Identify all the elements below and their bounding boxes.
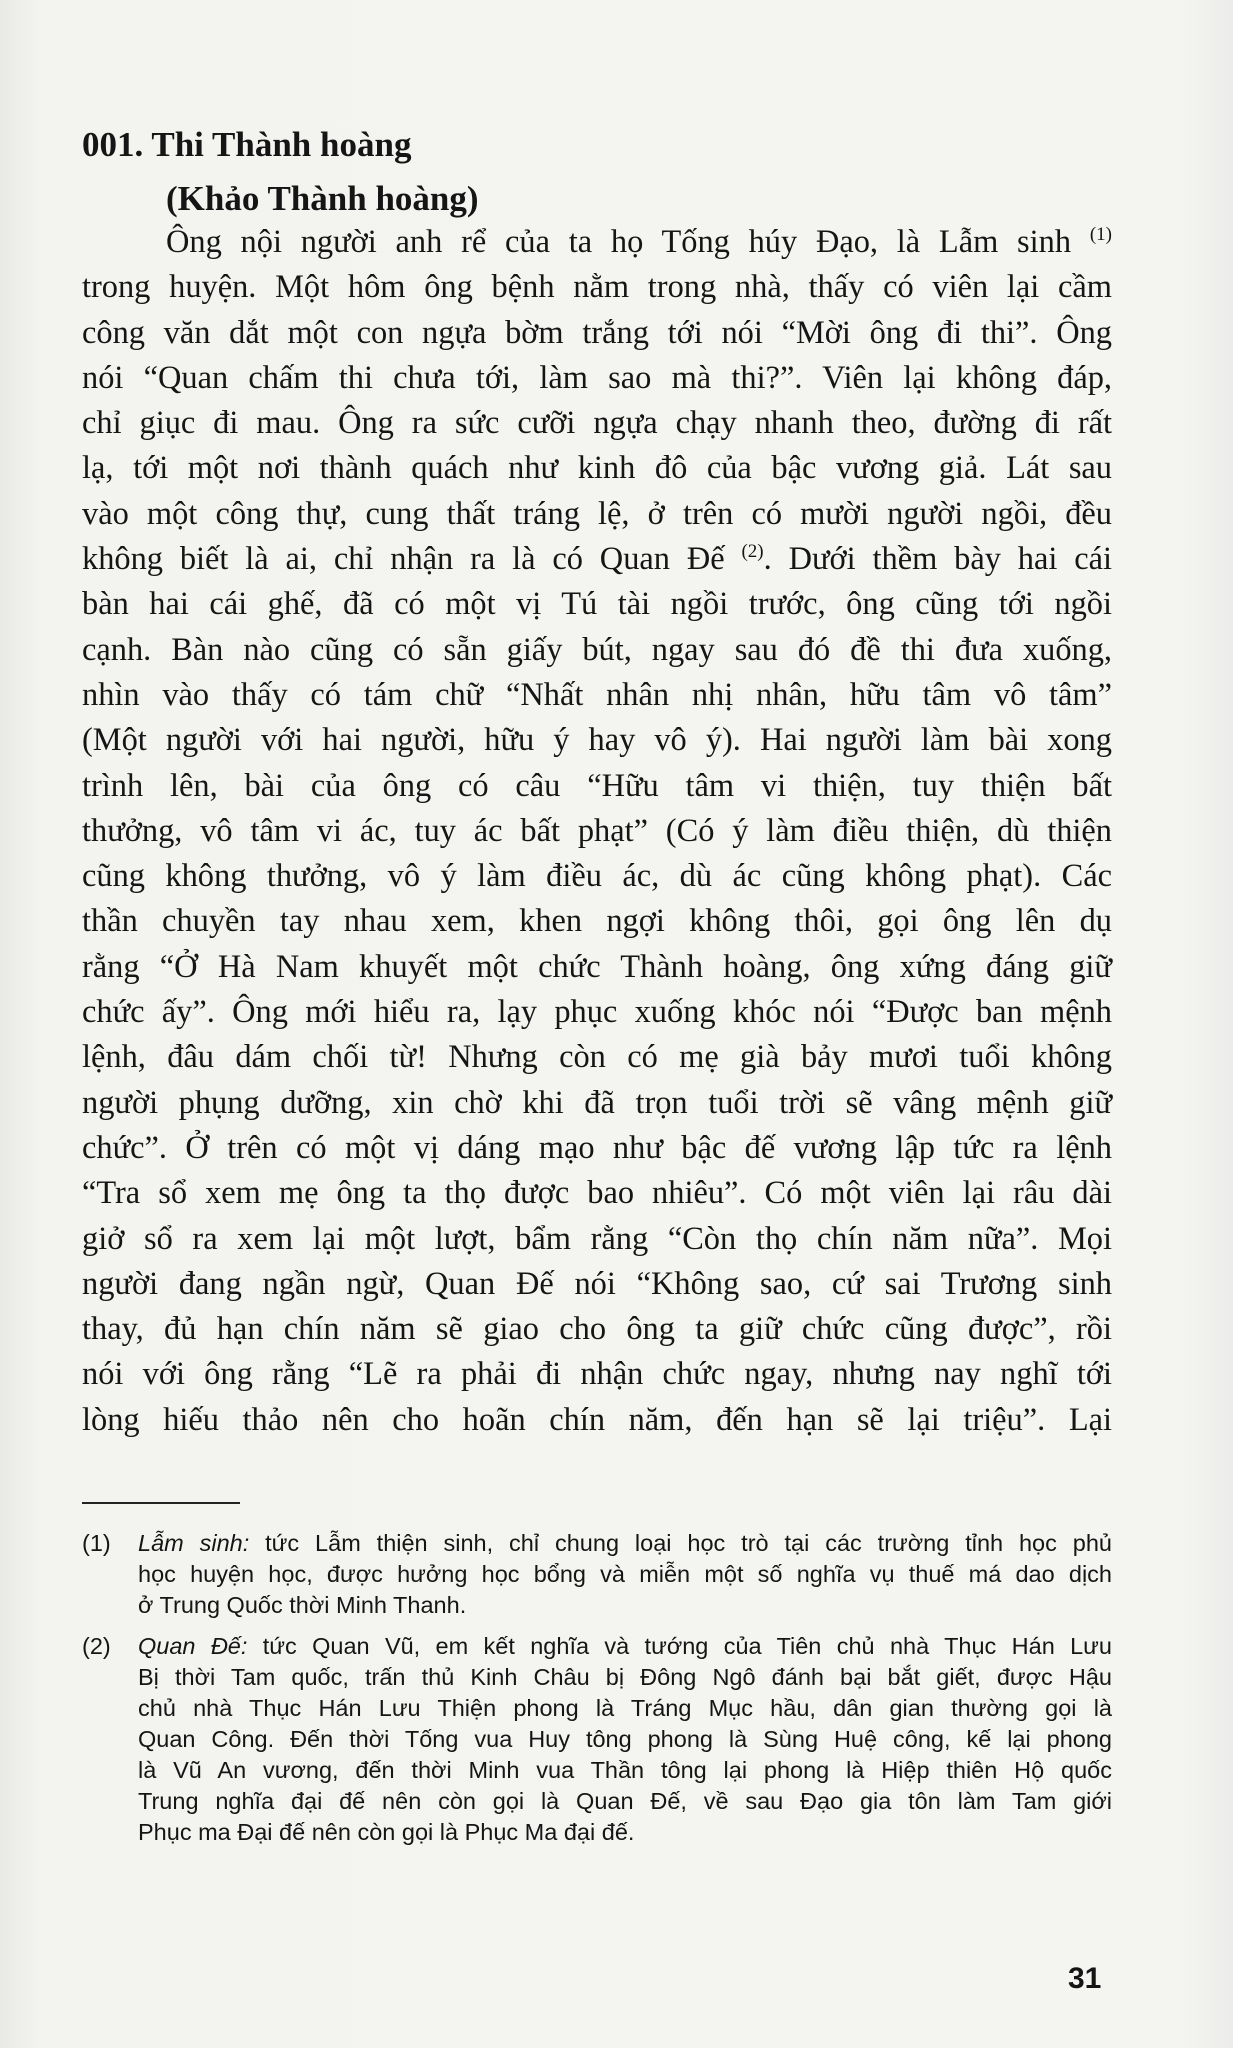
body-line: thay, đủ hạn chín năm sẽ giao cho ông ta giữ chức cũng được”, rồi (82, 1311, 1112, 1348)
footnote-line: là Vũ An vương, đến thời Minh vua Thần tông lại phong là Hiệp thiên Hộ quốc (138, 1757, 1112, 1783)
body-line: bàn hai cái ghế, đã có một vị Tú tài ngồi trước, ông cũng tới ngồi (82, 586, 1112, 623)
footnote-line: ở Trung Quốc thời Minh Thanh. (138, 1592, 467, 1618)
footnote-1 (82, 1528, 1112, 1621)
body-line: “Tra sổ xem mẹ ông ta thọ được bao nhiêu”. Có một viên lại râu dài (82, 1175, 1112, 1212)
body-line: trình lên, bài của ông có câu “Hữu tâm vi thiện, tuy thiện bất (82, 767, 1112, 804)
body-line: vào một công thự, cung thất tráng lệ, ở trên có mười người ngồi, đều (82, 495, 1112, 532)
body-line: lạ, tới một nơi thành quách như kinh đô của bậc vương giả. Lát sau (82, 450, 1112, 487)
body-line: giở sổ ra xem lại một lượt, bẩm rằng “Còn thọ chín năm nữa”. Mọi (82, 1220, 1112, 1257)
story-title: 001. Thi Thành hoàng (82, 125, 412, 164)
footnote-line: Lẫm sinh: tức Lẫm thiện sinh, chỉ chung loại học trò tại các trường tỉnh học phủ (138, 1530, 1112, 1556)
body-line: cũng không thưởng, vô ý làm điều ác, dù ác cũng không phạt). Các (82, 858, 1112, 895)
footnote-line: Quan Đế: tức Quan Vũ, em kết nghĩa và tướng của Tiên chủ nhà Thục Hán Lưu (138, 1633, 1112, 1659)
footnote-2 (82, 1631, 1112, 1848)
footnote-term: Quan Đế: (138, 1633, 248, 1659)
body-line: không biết là ai, chỉ nhận ra là có Quan Đế $^{(2)}$. Dưới thềm bày hai cái (82, 541, 1112, 578)
body-line: (Một người với hai người, hữu ý hay vô ý). Hai người làm bài xong (82, 722, 1112, 759)
story-body (82, 220, 1112, 1443)
body-line: chức”. Ở trên có một vị dáng mạo như bậc đế vương lập tức ra lệnh (82, 1129, 1112, 1166)
body-line: thần chuyền tay nhau xem, khen ngợi không thôi, gọi ông lên dụ (82, 903, 1112, 940)
body-line: chức ấy”. Ông mới hiểu ra, lạy phục xuống khóc nói “Được ban mệnh (82, 994, 1112, 1031)
body-line: trong huyện. Một hôm ông bệnh nằm trong nhà, thấy có viên lại cầm (82, 269, 1112, 306)
body-line: nhìn vào thấy có tám chữ “Nhất nhân nhị nhân, hữu tâm vô tâm” (82, 676, 1112, 713)
body-line: thưởng, vô tâm vi ác, tuy ác bất phạt” (Có ý làm điều thiện, dù thiện (82, 812, 1112, 849)
footnote-number: (1) (82, 1530, 111, 1556)
story-heading (82, 118, 479, 226)
body-line: lệnh, đâu dám chối từ! Nhưng còn có mẹ già bảy mươi tuổi không (82, 1039, 1112, 1076)
footnote-line: học huyện học, được hưởng học bổng và miễn một số nghĩa vụ thuế má dao dịch (138, 1561, 1112, 1587)
body-line: chỉ giục đi mau. Ông ra sức cưỡi ngựa chạy nhanh theo, đường đi rất (82, 405, 1112, 442)
footnote-ref-1: (1) (1089, 224, 1112, 246)
footnote-ref-2: (2) (741, 541, 764, 563)
body-line: nói “Quan chấm thi chưa tới, làm sao mà thi?”. Viên lại không đáp, (82, 359, 1112, 396)
page-number: 31 (1068, 1962, 1102, 1995)
footnote-line: Trung nghĩa đại đế nên còn gọi là Quan Đế, về sau Đạo gia tôn làm Tam giới (138, 1788, 1112, 1814)
body-line: công văn dắt một con ngựa bờm trắng tới nói “Mời ông đi thi”. Ông (82, 314, 1112, 351)
body-line: người phụng dưỡng, xin chờ khi đã trọn tuổi trời sẽ vâng mệnh giữ (82, 1084, 1112, 1121)
body-line: rằng “Ở Hà Nam khuyết một chức Thành hoàng, ông xứng đáng giữ (82, 948, 1112, 985)
footnotes (82, 1528, 1112, 1858)
body-line: người đang ngần ngừ, Quan Đế nói “Không sao, cứ sai Trương sinh (82, 1265, 1112, 1302)
footnote-line: chủ nhà Thục Hán Lưu Thiện phong là Tráng Mục hầu, dân gian thường gọi là (138, 1695, 1112, 1721)
story-subtitle: (Khảo Thành hoàng) (166, 179, 479, 218)
body-line: lòng hiếu thảo nên cho hoãn chín năm, đến hạn sẽ lại triệu”. Lại (82, 1401, 1112, 1438)
footnote-divider (82, 1502, 240, 1504)
footnote-line: Bị thời Tam quốc, trấn thủ Kinh Châu bị Đông Ngô đánh bại bắt giết, được Hậu (138, 1664, 1112, 1690)
body-line: Ông nội người anh rể của ta họ Tống húy Đạo, là Lẫm sinh $^{(1)}$ (166, 224, 1112, 260)
body-line: nói với ông rằng “Lẽ ra phải đi nhận chức ngay, nhưng nay nghĩ tới (82, 1356, 1112, 1393)
footnote-number: (2) (82, 1633, 111, 1659)
body-line: cạnh. Bàn nào cũng có sẵn giấy bút, ngay sau đó đề thi đưa xuống, (82, 631, 1112, 668)
footnote-line: Quan Công. Đến thời Tống vua Huy tông phong là Sùng Huệ công, kế lại phong (138, 1726, 1112, 1752)
footnote-term: Lẫm sinh: (138, 1530, 250, 1556)
footnote-line: Phục ma Đại đế nên còn gọi là Phục Ma đại đế. (138, 1819, 635, 1845)
